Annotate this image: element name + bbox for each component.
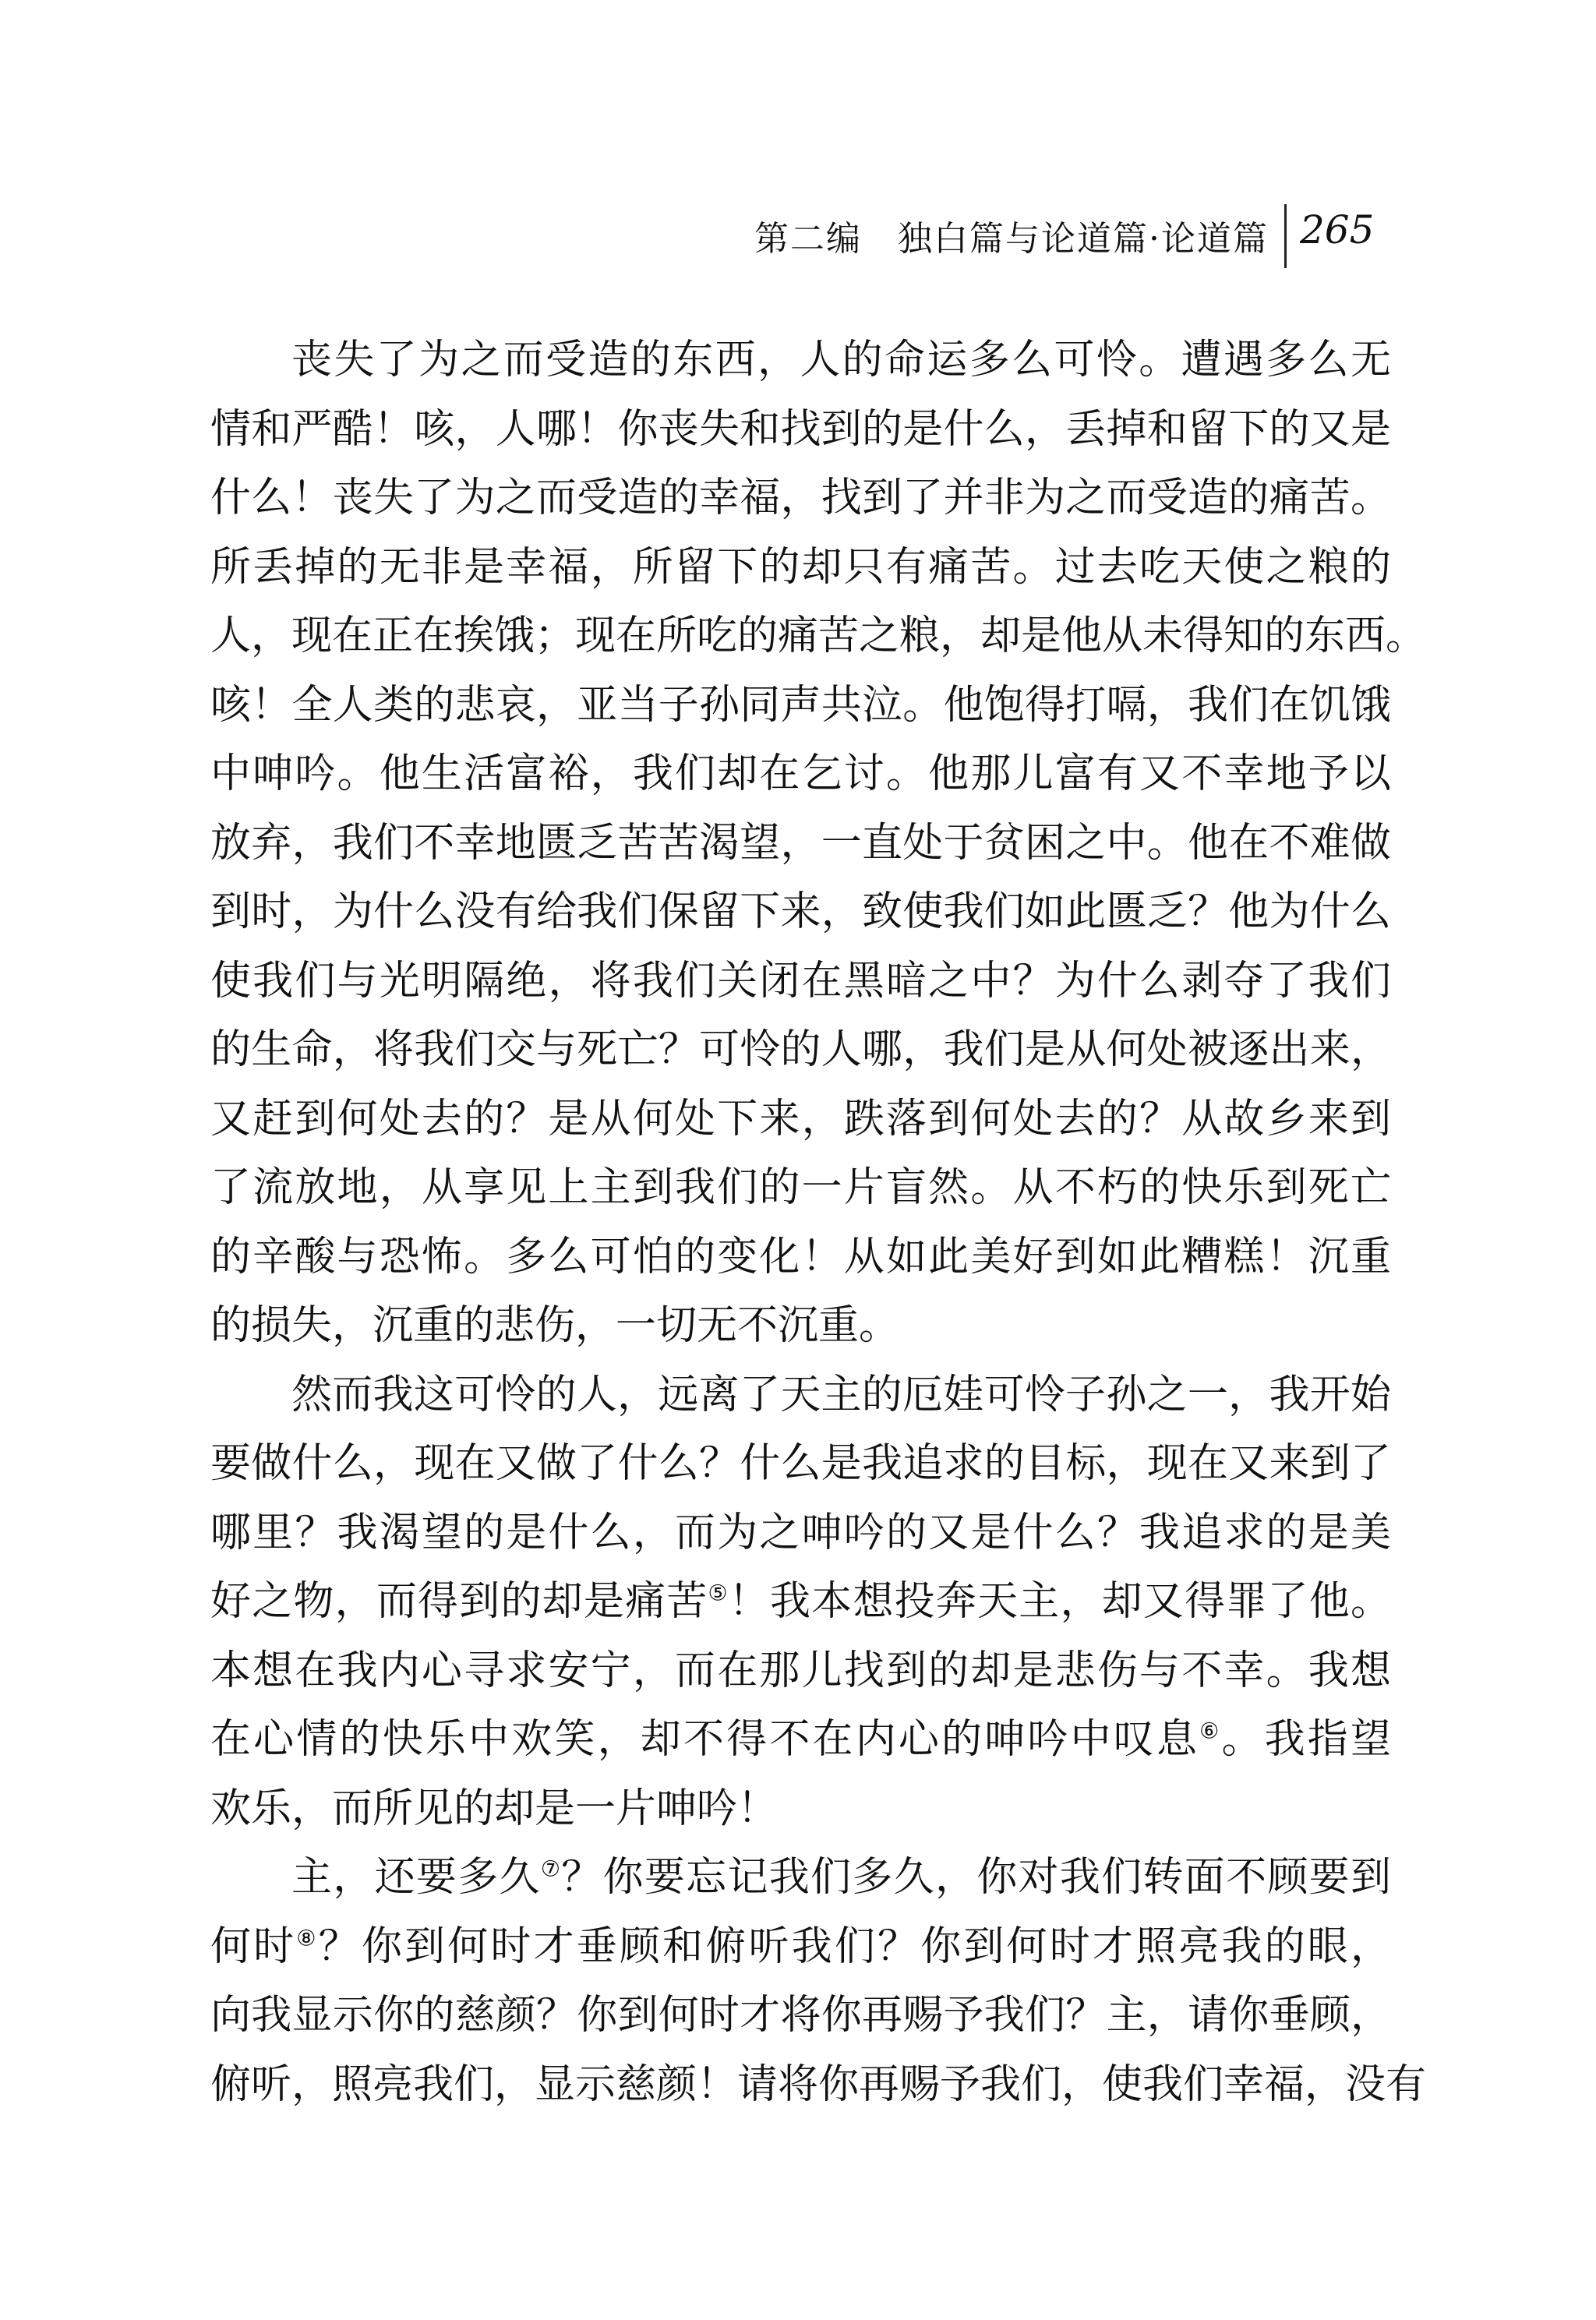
text-line bbox=[210, 1912, 1391, 1982]
text-line: 了流放地，从享见上主到我们的一片盲然。从不朽的快乐到死亡 bbox=[210, 1164, 1391, 1211]
text-line: 放弃，我们不幸地匮乏苦苦渴望，一直处于贫困之中。他在不难做 bbox=[210, 819, 1391, 867]
footnote-ref-8[interactable]: ⑧ bbox=[296, 1925, 319, 1951]
text-line: 欢乐，而所见的却是一片呻吟！ bbox=[210, 1785, 779, 1832]
text-line: 到时，为什么没有给我们保留下来，致使我们如此匮乏？他为什么 bbox=[210, 888, 1391, 935]
text-segment: 。我指望 bbox=[1221, 1716, 1391, 1763]
text-line: 使我们与光明隔绝，将我们关闭在黑暗之中？为什么剥夺了我们 bbox=[210, 957, 1391, 1005]
text-line: 情和严酷！咳，人哪！你丧失和找到的是什么，丢掉和留下的又是 bbox=[210, 405, 1391, 453]
text-line: 中呻吟。他生活富裕，我们却在乞讨。他那儿富有又不幸地予以 bbox=[210, 750, 1391, 797]
text-line bbox=[210, 1567, 1391, 1637]
body-text bbox=[210, 326, 1427, 2119]
text-segment: 好之物，而得到的却是痛苦 bbox=[210, 1578, 708, 1625]
text-line: 的生命，将我们交与死亡？可怜的人哪，我们是从何处被逐出来， bbox=[210, 1026, 1391, 1073]
text-segment: 何时 bbox=[210, 1923, 297, 1970]
text-line: 的辛酸与恐怖。多么可怕的变化！从如此美好到如此糟糕！沉重 bbox=[210, 1233, 1391, 1280]
text-line: 的损失，沉重的悲伤，一切无不沉重。 bbox=[210, 1302, 900, 1349]
text-line: 本想在我内心寻求安宁，而在那儿找到的却是悲伤与不幸。我想 bbox=[210, 1647, 1391, 1694]
chapter-title: 第二编 独白篇与论道篇·论道篇 bbox=[754, 219, 1269, 259]
text-line bbox=[210, 1705, 1391, 1774]
text-line: 然而我这可怜的人，远离了天主的厄娃可怜子孙之一，我开始 bbox=[291, 1371, 1391, 1418]
text-segment: ？你要忘记我们多久，你对我们转面不顾要到 bbox=[561, 1854, 1391, 1901]
header-divider bbox=[1284, 204, 1287, 268]
text-line: 所丢掉的无非是幸福，所留下的却只有痛苦。过去吃天使之粮的 bbox=[210, 543, 1391, 591]
text-line: 又赶到何处去的？是从何处下来，跌落到何处去的？从故乡来到 bbox=[210, 1095, 1391, 1142]
text-line: 什么！丧失了为之而受造的幸福，找到了并非为之而受造的痛苦。 bbox=[210, 475, 1391, 521]
text-line: 人，现在正在挨饿；现在所吃的痛苦之粮，却是他从未得知的东西。 bbox=[210, 613, 1427, 659]
text-segment: ！我本想投奔天主，却又得罪了他。 bbox=[728, 1578, 1391, 1625]
text-line: 向我显示你的慈颜？你到何时才将你再赐予我们？主，请你垂顾， bbox=[210, 1992, 1391, 2039]
footnote-ref-5[interactable]: ⑤ bbox=[708, 1580, 729, 1606]
footnote-ref-6[interactable]: ⑥ bbox=[1199, 1718, 1222, 1744]
text-line: 俯听，照亮我们，显示慈颜！请将你再赐予我们，使我们幸福，没有 bbox=[210, 2060, 1427, 2108]
text-segment: ？你到何时才垂顾和俯听我们？你到何时才照亮我的眼， bbox=[318, 1923, 1391, 1970]
text-line: 咳！全人类的悲哀，亚当子孙同声共泣。他饱得打嗝，我们在饥饿 bbox=[210, 681, 1391, 729]
text-segment: 主，还要多久 bbox=[291, 1854, 541, 1901]
text-line bbox=[210, 1843, 1391, 1912]
page-number: 265 bbox=[1300, 207, 1375, 252]
text-segment: 在心情的快乐中欢笑，却不得不在内心的呻吟中叹息 bbox=[210, 1716, 1200, 1763]
running-head bbox=[733, 204, 1434, 268]
text-line: 要做什么，现在又做了什么？什么是我追求的目标，现在又来到了 bbox=[210, 1440, 1391, 1487]
text-line: 哪里？我渴望的是什么，而为之呻吟的又是什么？我追求的是美 bbox=[210, 1509, 1391, 1556]
footnote-ref-7[interactable]: ⑦ bbox=[540, 1856, 562, 1882]
text-line: 丧失了为之而受造的东西，人的命运多么可怜。遭遇多么无 bbox=[291, 337, 1391, 383]
